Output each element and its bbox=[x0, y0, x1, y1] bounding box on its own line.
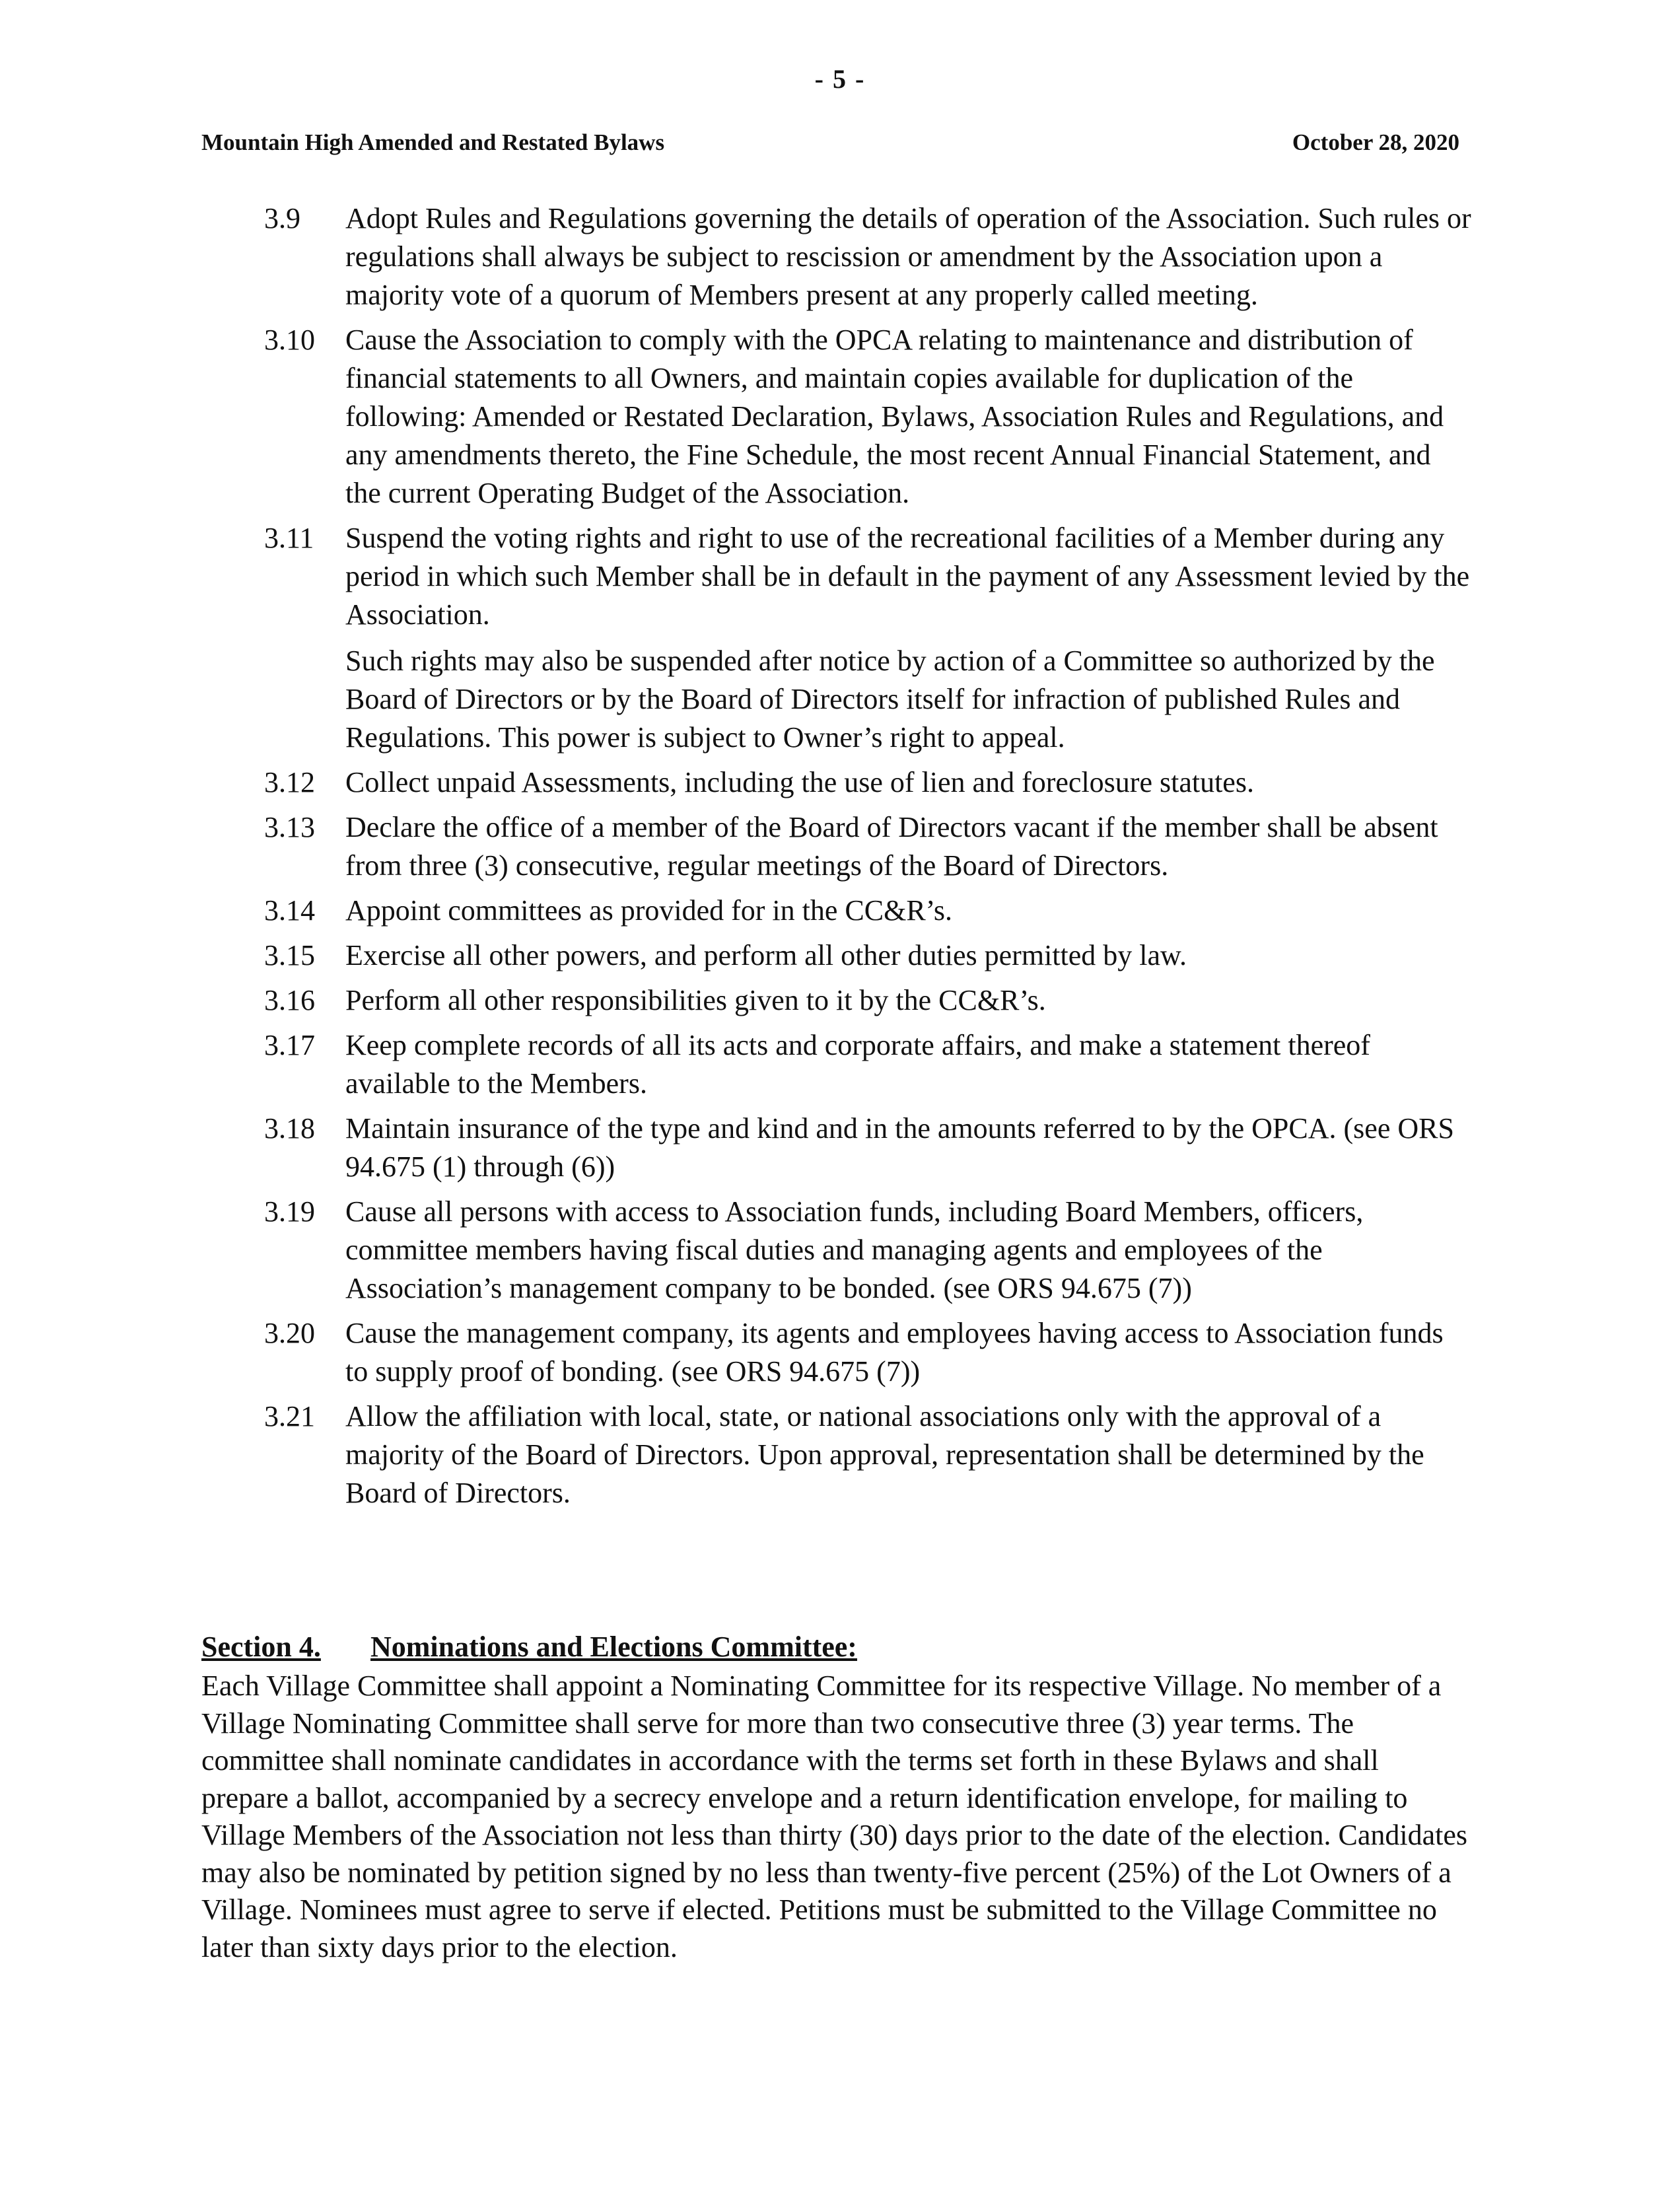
page-number: - 5 - bbox=[814, 64, 866, 94]
item-text: Suspend the voting rights and right to use of the recreational facilities of a Member during any period in which such Member shall be in default in the payment of any Assessment levied by the Association. bbox=[345, 522, 1470, 631]
item-text: Allow the affiliation with local, state, or national associations only with the approval of a majority of the Board of Directors. Upon approval, representation shall be determined by the Board of Directors. bbox=[345, 1400, 1424, 1509]
item-text: Cause all persons with access to Association funds, including Board Members, officers, committee members having fiscal duties and managing agents and employees of the Association’s management company to be bonded. (see ORS 94.675 (7)) bbox=[345, 1195, 1364, 1304]
list-item bbox=[264, 519, 1473, 757]
item-number: 3.10 bbox=[264, 324, 315, 356]
list-item bbox=[264, 199, 1473, 314]
page-header bbox=[201, 129, 1459, 156]
item-number: 3.16 bbox=[264, 984, 315, 1016]
item-text-continuation: Such rights may also be suspended after notice by action of a Committee so authorized by the Board of Directors or by the Board of Directors itself for infraction of published Rules and Regulations. This power is subject to Owner’s right to appeal. bbox=[345, 645, 1435, 754]
list-item bbox=[264, 1110, 1473, 1186]
list-item bbox=[264, 1397, 1473, 1512]
list-item bbox=[264, 981, 1473, 1020]
item-text: Cause the management company, its agents and employees having access to Association funds to supply proof of bonding. (see ORS 94.675 (7)) bbox=[345, 1317, 1444, 1388]
item-text: Keep complete records of all its acts and corporate affairs, and make a statement thereof available to the Members. bbox=[345, 1029, 1370, 1100]
list-item bbox=[264, 892, 1473, 930]
item-number: 3.11 bbox=[264, 522, 314, 554]
document-date: October 28, 2020 bbox=[1292, 129, 1459, 155]
list-item bbox=[264, 321, 1473, 512]
list-item bbox=[264, 1026, 1473, 1103]
list-item bbox=[264, 1193, 1473, 1308]
item-number: 3.19 bbox=[264, 1195, 315, 1228]
section-body: Each Village Committee shall appoint a Nominating Committee for its respective Village. No member of a Village Nominating Committee shall serve for more than two consecutive three (3) year terms. The committee shall nominate candidates in accordance with the terms set forth in these Bylaws and shall prepare a ballot, accompanied by a secrecy envelope and a return identification envelope, for mailing to Village Members of the Association not less than thirty (30) days prior to the date of the election. Candidates may also be nominated by petition signed by no less than twenty-five percent (25%) of the Lot Owners of a Village. Nominees must agree to serve if elected. Petitions must be submitted to the Village Committee no later than sixty days prior to the election. bbox=[201, 1670, 1468, 1963]
section-label: Section 4. bbox=[201, 1631, 321, 1663]
list-item bbox=[264, 763, 1473, 802]
item-text: Adopt Rules and Regulations governing the details of operation of the Association. Such rules or regulations shall always be subject to rescission or amendment by the Association upon a majority vote of a quorum of Members present at any properly called meeting. bbox=[345, 202, 1471, 311]
item-number: 3.12 bbox=[264, 766, 315, 798]
list-item bbox=[264, 808, 1473, 885]
list-item bbox=[264, 936, 1473, 975]
item-number: 3.17 bbox=[264, 1029, 315, 1061]
item-text: Perform all other responsibilities given to it by the CC&R’s. bbox=[345, 984, 1046, 1016]
item-text: Collect unpaid Assessments, including the use of lien and foreclosure statutes. bbox=[345, 766, 1254, 798]
item-number: 3.14 bbox=[264, 894, 315, 927]
powers-list bbox=[264, 199, 1473, 1519]
item-number: 3.18 bbox=[264, 1112, 315, 1145]
item-number: 3.21 bbox=[264, 1400, 315, 1432]
item-number: 3.13 bbox=[264, 811, 315, 843]
item-text: Cause the Association to comply with the OPCA relating to maintenance and distribution of financial statements to all Owners, and maintain copies available for duplication of the following: Amended or Restated Declaration, Bylaws, Association Rules and Regulations, and any amendments thereto, the Fine Schedule, the most recent Annual Financial Statement, and the current Operating Budget of the Association. bbox=[345, 324, 1444, 509]
list-item bbox=[264, 1314, 1473, 1391]
section-title: Nominations and Elections Committee: bbox=[370, 1631, 857, 1663]
item-text: Maintain insurance of the type and kind and in the amounts referred to by the OPCA. (see ORS 94.675 (1) through (6)) bbox=[345, 1112, 1454, 1183]
section-heading bbox=[201, 1628, 1473, 1666]
item-text: Exercise all other powers, and perform all other duties permitted by law. bbox=[345, 939, 1187, 971]
item-number: 3.20 bbox=[264, 1317, 315, 1349]
item-text-block bbox=[345, 519, 1473, 757]
document-title: Mountain High Amended and Restated Bylaws bbox=[201, 129, 665, 155]
item-text: Appoint committees as provided for in the CC&R’s. bbox=[345, 894, 953, 927]
item-number: 3.9 bbox=[264, 202, 300, 234]
item-number: 3.15 bbox=[264, 939, 315, 971]
item-text: Declare the office of a member of the Board of Directors vacant if the member shall be absent from three (3) consecutive, regular meetings of the Board of Directors. bbox=[345, 811, 1438, 882]
